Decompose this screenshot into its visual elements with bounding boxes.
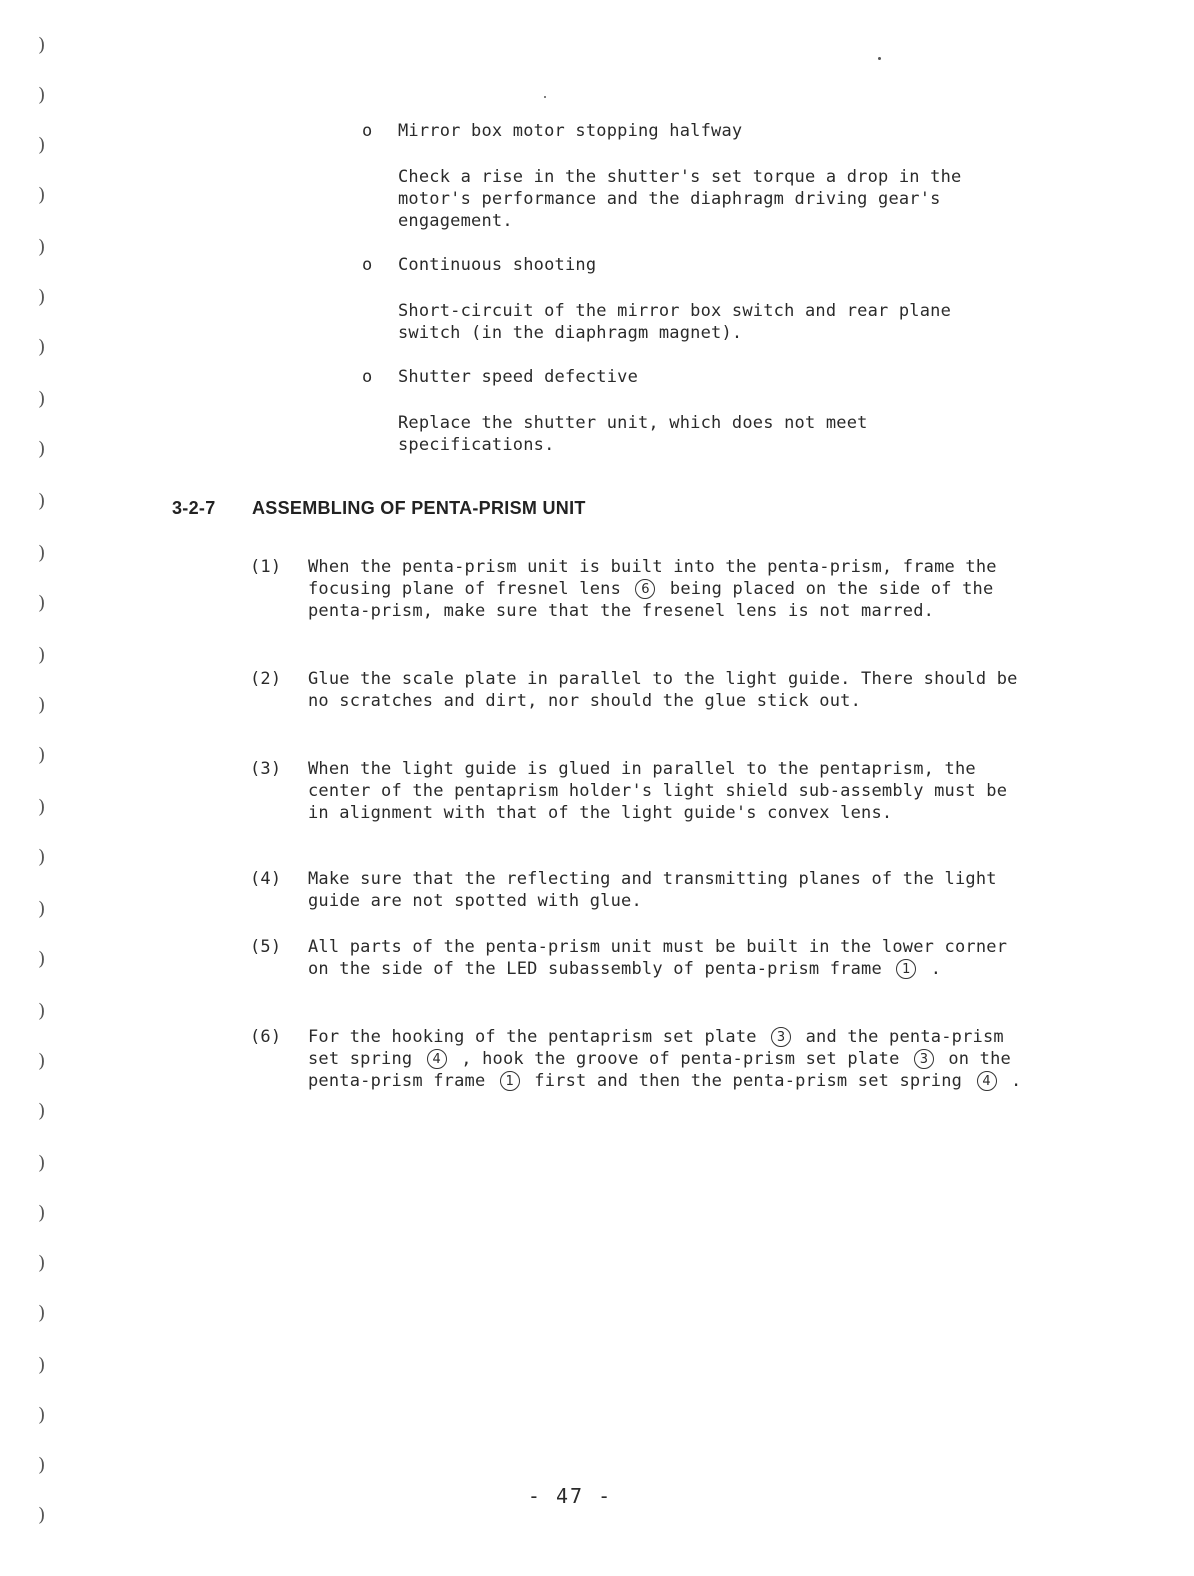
binding-mark: ) <box>38 1000 46 1022</box>
part-number-badge: 4 <box>977 1071 997 1091</box>
binding-mark: ) <box>38 336 46 358</box>
step-text-segment: For the hooking of the pentaprism set plate <box>308 1027 757 1047</box>
step-number: (2) <box>250 669 282 689</box>
step-text-segment: When the penta-prism unit is built into the penta-prism, frame the focusing plane of fresnel lens <box>308 557 997 599</box>
binding-mark: ) <box>38 1354 46 1376</box>
step-text-segment: Make sure that the reflecting and transmitting planes of the light guide are not spotted with glue. <box>308 869 997 911</box>
step-text <box>308 868 1028 912</box>
step-text <box>308 758 1028 824</box>
binding-mark: ) <box>38 34 46 56</box>
binding-mark: ) <box>38 134 46 156</box>
binding-mark: ) <box>38 490 46 512</box>
bullet-mark: o <box>362 255 373 275</box>
binding-mark: ) <box>38 84 46 106</box>
part-number-badge: 6 <box>635 579 655 599</box>
step-text <box>308 668 1028 712</box>
scan-speck <box>544 96 546 98</box>
step-item <box>250 1026 1030 1126</box>
section-number: 3-2-7 <box>172 498 216 518</box>
binding-mark: ) <box>38 1302 46 1324</box>
binding-mark: ) <box>38 1252 46 1274</box>
binding-mark: ) <box>38 948 46 970</box>
binding-mark: ) <box>38 1404 46 1426</box>
step-text-segment: first and then the penta-prism set spring <box>534 1071 963 1091</box>
step-text-segment: being placed on the side of the penta-prism, make sure that the fresenel lens is not marred. <box>308 579 994 621</box>
bullet-title: Shutter speed defective <box>398 367 639 387</box>
bullet-mark: o <box>362 121 373 141</box>
step-number: (5) <box>250 937 282 957</box>
binding-mark: ) <box>38 744 46 766</box>
binding-hole-marks <box>34 30 54 1550</box>
binding-mark: ) <box>38 438 46 460</box>
step-number: (4) <box>250 869 282 889</box>
binding-mark: ) <box>38 1050 46 1072</box>
step-text <box>308 936 1028 980</box>
binding-mark: ) <box>38 184 46 206</box>
step-text <box>308 556 1028 622</box>
binding-mark: ) <box>38 898 46 920</box>
binding-mark: ) <box>38 694 46 716</box>
bullet-mark: o <box>362 367 373 387</box>
step-number: (6) <box>250 1027 282 1047</box>
binding-mark: ) <box>38 644 46 666</box>
bullet-title: Mirror box motor stopping halfway <box>398 121 743 141</box>
part-number-badge: 1 <box>896 959 916 979</box>
step-text <box>308 1026 1028 1092</box>
bullet-item <box>362 254 1022 354</box>
part-number-badge: 3 <box>771 1027 791 1047</box>
binding-mark: ) <box>38 846 46 868</box>
part-number-badge: 4 <box>427 1049 447 1069</box>
step-text-segment: When the light guide is glued in parallel to the pentaprism, the center of the pentaprism holder's light shield sub-assembly must be in alignment with that of the light guide's convex lens. <box>308 759 1008 823</box>
section-title: ASSEMBLING OF PENTA-PRISM UNIT <box>252 498 586 518</box>
step-item <box>250 668 1030 748</box>
step-text-segment: All parts of the penta-prism unit must be built in the lower corner on the side of the LED subassembly of penta-prism frame <box>308 937 1008 979</box>
binding-mark: ) <box>38 796 46 818</box>
step-number: (1) <box>250 557 282 577</box>
bullet-title: Continuous shooting <box>398 255 597 275</box>
step-text-segment: , hook the groove of penta-prism set plate <box>461 1049 900 1069</box>
bullet-body: Check a rise in the shutter's set torque a drop in the motor's performance and the diaphragm driving gear's engagement. <box>398 167 962 231</box>
step-text-segment: . <box>930 959 942 979</box>
binding-mark: ) <box>38 1454 46 1476</box>
part-number-badge: 3 <box>914 1049 934 1069</box>
binding-mark: ) <box>38 1152 46 1174</box>
binding-mark: ) <box>38 1504 46 1526</box>
bullet-item <box>362 120 1022 240</box>
binding-mark: ) <box>38 592 46 614</box>
bullet-item <box>362 366 1022 466</box>
step-text-segment: on the penta-prism frame <box>308 1049 1011 1091</box>
page-number: - 47 - <box>527 1484 613 1508</box>
step-text-segment: and the penta-prism set spring <box>308 1027 1004 1069</box>
scan-speck <box>878 57 881 60</box>
step-text-segment: . <box>1011 1071 1022 1091</box>
binding-mark: ) <box>38 388 46 410</box>
section-heading <box>172 498 586 519</box>
step-number: (3) <box>250 759 282 779</box>
part-number-badge: 1 <box>500 1071 520 1091</box>
bullet-body: Replace the shutter unit, which does not meet specifications. <box>398 413 868 455</box>
binding-mark: ) <box>38 1100 46 1122</box>
binding-mark: ) <box>38 1202 46 1224</box>
step-item <box>250 758 1030 858</box>
step-item <box>250 936 1030 1016</box>
binding-mark: ) <box>38 542 46 564</box>
step-item <box>250 868 1030 928</box>
step-item <box>250 556 1030 656</box>
binding-mark: ) <box>38 236 46 258</box>
step-text-segment: Glue the scale plate in parallel to the light guide. There should be no scratches and dirt, nor should the glue stick out. <box>308 669 1018 711</box>
binding-mark: ) <box>38 286 46 308</box>
bullet-body: Short-circuit of the mirror box switch and rear plane switch (in the diaphragm magnet). <box>398 301 952 343</box>
